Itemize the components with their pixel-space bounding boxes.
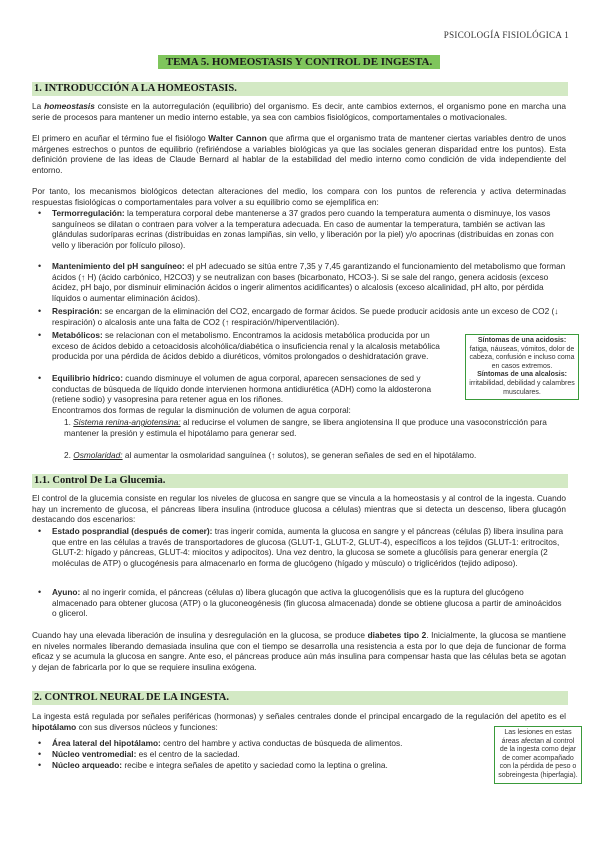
list-item-lateral: • Área lateral del hipotálamo: centro del hambre y activa conductas de búsqueda de alimentos. xyxy=(38,738,403,748)
section-heading-neural: 2. CONTROL NEURAL DE LA INGESTA. xyxy=(32,691,568,705)
paragraph-diabetes: Cuando hay una elevada liberación de insulina y desregulación en la glucosa, se produce diabetes tipo 2. Inicialmente, la glucosa se mantiene en niveles normales liberando demasiada insulina que con el tiempo se desarrolla una resistencia a esta por lo que deja de funcionar de forma eficaz y se acumula la glucosa en sangre. Ante eso, el páncreas produce aún más insulina para compensar hasta que las células beta se agotan y dejan de fabricarla por lo que se requiere insulina exógena. xyxy=(32,630,566,672)
list-item-respiration: • Respiración: se encargan de la eliminación del CO2, encargado de formar ácidos. Se puede producir acidosis ante un exceso de CO2 (↓ respiración) o alcalosis ante una falta de CO2 (↑ respiración//hiperventilación). xyxy=(38,306,559,327)
paragraph-ingesta: La ingesta está regulada por señales periféricas (hormonas) y señales centrales donde el principal encargado de la regulación del apetito es el hipotálamo con sus diversos núcleos y funciones: xyxy=(32,711,566,732)
list-item-ventromedial: • Núcleo ventromedial: es el centro de la saciedad. xyxy=(38,749,240,759)
note-box-symptoms xyxy=(465,334,579,400)
note-alcalosis-title: Síntomas de una alcalosis: xyxy=(477,371,567,379)
page-header: PSICOLOGÍA FISIOLÓGICA 1 xyxy=(443,30,569,40)
sublist-osmolarity: 2. Osmolaridad: al aumentar la osmolaridad sanguínea (↑ solutos), se generan señales de sed en el hipotálamo. xyxy=(64,450,477,460)
note-box-lesions: Las lesiones en estas áreas afectan al control de la ingesta como dejar de comer acompañado con la pérdida de peso o sobreingesta (hiperfagia). xyxy=(494,726,582,784)
water-regulation-intro: Encontramos dos formas de regular la disminución de volumen de agua corporal: xyxy=(52,405,351,415)
paragraph-homeostasis: La homeostasis consiste en la autorregulación (equilibrio) del organismo. Es decir, ante cambios externos, el organismo pone en marcha una serie de procesos para mantener un medio interno estable, ya sea con cambios fisiológicos, comportamentales o motivacionales. xyxy=(32,101,566,122)
paragraph-cannon: El primero en acuñar el término fue el fisiólogo Walter Cannon que afirma que el organismo trata de mantener ciertas variables dentro de unos márgenes estrechos o puntos de equilibrio (refiriéndose a variables biológicas ya que las sociales generan disparidad entre los puntos). Esta definición proviene de las ideas de Claude Bernard al hablar de la estabilidad del medio interno como condición de vida independiente del entorno. xyxy=(32,133,566,175)
page-title: TEMA 5. HOMEOSTASIS Y CONTROL DE INGESTA. xyxy=(158,55,440,69)
list-item-arqueado: • Núcleo arqueado: recibe e integra señales de apetito y saciedad como la leptina o grelina. xyxy=(38,760,388,770)
section-heading-intro: 1. INTRODUCCIÓN A LA HOMEOSTASIS. xyxy=(32,82,568,96)
section-heading-glucemia: 1.1. Control De La Glucemia. xyxy=(32,474,568,488)
list-item-ph: • Mantenimiento del pH sanguíneo: el pH adecuado se sitúa entre 7,35 y 7,45 garantizando el funcionamiento del metabolismo que forman ácidos (↑ H) (ácido carbónico, H2CO3) y se neutralizan con bases (bicarbonato, HCO3-). Si se sale del rango, genera acidosis (exceso ácidez, pH bajo, por disminuir eliminación ácidos o ingerir alimentos acidificantes) o alcalosis (exceso alcalinidad, pH alto, por pérdida líquidos o aumentar eliminación ácidos). xyxy=(38,261,566,303)
note-alcalosis-text: irritabilidad, debilidad y calambres musculares. xyxy=(469,379,575,396)
list-item-water: • Equilibrio hídrico: cuando disminuye el volumen de agua corporal, aparecen sensaciones de sed y conductas de búsqueda de líquido donde intervienen hormona antidiurética (ADH) como la aldosterona (retiene sodio) y vasopresina para retener agua en los riñones. xyxy=(38,373,432,405)
list-item-thermo: • Termorregulación: la temperatura corporal debe mantenerse a 37 grados pero cuando la temperatura aumenta o disminuye, los vasos sanguíneos se dilatan o contraen para volver a la temperatura adecuada. En caso de aumentar la temperatura, también se activan las glándulas sudoríparas ecrinas (distribuidas en zonas lampiñas, sin vello, y liberación por la piel) y/o apocrinas (distribuidas en zonas con vello y liberación por folículo piloso). xyxy=(38,208,554,250)
paragraph-glucemia: El control de la glucemia consiste en regular los niveles de glucosa en sangre que se vincula a la homeostasis y al control de la ingesta. Cuando hay un incremento de glucosa, el páncreas libera insulina (introduce glucosa a células) mientras que si detecta un descenso, libera glucagón destacando dos escenarios: xyxy=(32,493,566,525)
list-item-posprandial: • Estado posprandial (después de comer): tras ingerir comida, aumenta la glucosa en sangre y el páncreas (células β) libera insulina para que entre en las células a través de transportadores de glucosa (GLUT-1, GLUT-2, GLUT-4), específicos a los tejidos (GLUT-1: eritrocitos, GLUT-2: hígado y páncreas, GLUT-4: miocitos y adipocitos). Una vez dentro, la glucosa se somete a glucólisis para generar energía (2 moléculas de ATP) o glucogénesis para almacenarlo en forma de glucógeno (hígado y músculo) o triglicéridos (tejido adiposo). xyxy=(38,526,564,568)
paragraph-mechanisms: Por tanto, los mecanismos biológicos detectan alteraciones del medio, los compara con los puntos de referencia y activa determinadas respuestas fisiológicas o comportamentales para volver a su equilibrio como se ejemplifica en: xyxy=(32,186,566,207)
note-acidosis-text: fatiga, náuseas, vómitos, dolor de cabeza, confusión e incluso coma en casos extremos. xyxy=(469,345,575,370)
list-item-metabolic: • Metabólicos: se relacionan con el metabolismo. Encontramos la acidosis metabólica producida por un exceso de ácidos debido a cetoacidosis alcohólica/diabética o insuficiencia renal y la alcalosis metabólica producida por una pérdida de ácidos debido a diuréticos, vómitos prolongados o deshidratación grave. xyxy=(38,330,440,362)
list-item-ayuno: • Ayuno: al no ingerir comida, el páncreas (células α) libera glucagón que activa la glucogenólisis que es la ruptura del glucógeno almacenado para obtener glucosa (ATP) o la gluconeogénesis (fin glucosa almacenada) donde se obtiene glucosa a partir de aminoácidos o glicerol. xyxy=(38,587,562,619)
note-acidosis-title: Síntomas de una acidosis: xyxy=(477,337,567,344)
sublist-renin: 1. Sistema renina-angiotensina: al reducirse el volumen de sangre, se libera angiotensina II que produce una vasoconstricción para mantener la presión y estimula el hipotálamo para generar sed. xyxy=(64,417,547,438)
